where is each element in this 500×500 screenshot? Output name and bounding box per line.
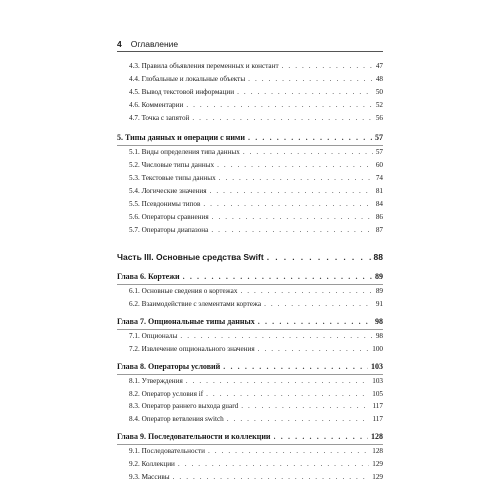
leader-dots: [237, 86, 373, 99]
toc-page: 91: [375, 300, 383, 309]
leader-dots: [274, 431, 368, 444]
toc-entry[interactable]: 8.3. Оператор раннего выхода guard . . . 117: [117, 400, 383, 413]
toc-page: 57: [375, 148, 383, 157]
leader-dots: [211, 224, 372, 237]
toc-entry[interactable]: 5.6. Операторы сравнения . . . 86: [117, 211, 383, 224]
leader-dots: [240, 285, 372, 298]
leader-dots: [183, 271, 372, 284]
toc-entry[interactable]: 9.2. Коллекции . . . 129: [117, 458, 383, 471]
toc-chapter-9[interactable]: Глава 9. Последовательности и коллекции . . . 128: [117, 431, 383, 444]
leader-dots: [219, 172, 373, 185]
toc-page: 57: [375, 133, 383, 143]
toc-page: 129: [372, 472, 383, 481]
leader-dots: [210, 185, 373, 198]
toc-entry[interactable]: 6.1. Основные сведения о кортежах . . . 89: [117, 285, 383, 298]
leader-dots: [282, 60, 373, 73]
running-head-title: Оглавление: [130, 39, 179, 49]
toc-entry[interactable]: 5.3. Текстовые типы данных . . . 74: [117, 172, 383, 185]
toc-entry[interactable]: 4.4. Глобальные и локальные объекты . . . 48: [117, 73, 383, 86]
toc-page: 128: [372, 447, 383, 456]
toc-entry[interactable]: 8.1. Утверждения . . . 103: [117, 375, 383, 388]
leader-dots: [212, 211, 373, 224]
leader-dots: [248, 73, 373, 86]
page-number: 4: [117, 39, 122, 49]
leader-dots: [203, 198, 372, 211]
table-of-contents: [117, 60, 383, 484]
toc-page: 100: [372, 344, 383, 353]
toc-part-3[interactable]: Часть III. Основные средства Swift . . . 88: [117, 251, 383, 264]
toc-entry[interactable]: 8.2. Оператор условия if . . . 105: [117, 388, 383, 401]
leader-dots: [192, 112, 372, 125]
leader-dots: [241, 400, 369, 413]
leader-dots: [178, 458, 369, 471]
toc-page: 56: [375, 113, 383, 122]
toc-page: 89: [375, 287, 383, 296]
leader-dots: [264, 298, 373, 311]
toc-page: 103: [371, 361, 383, 371]
toc-page: 86: [375, 212, 383, 221]
toc-entry[interactable]: 5.4. Логические значения . . . 81: [117, 185, 383, 198]
leader-dots: [267, 251, 371, 264]
toc-page: 117: [372, 415, 383, 424]
toc-entry[interactable]: 5.7. Операторы диапазона . . . 87: [117, 224, 383, 237]
toc-entry[interactable]: 7.2. Извлечение опционального значения . . . 100: [117, 343, 383, 356]
leader-dots: [258, 343, 370, 356]
toc-entry[interactable]: 4.3. Правила объявления переменных и констант . . . 47: [117, 60, 383, 73]
toc-entry[interactable]: 7.1. Опционалы . . . 98: [117, 330, 383, 343]
toc-page: 52: [375, 100, 383, 109]
leader-dots: [180, 330, 372, 343]
toc-entry[interactable]: 5.1. Виды определения типа данных . . . 57: [117, 146, 383, 159]
toc-page: 47: [375, 62, 383, 70]
toc-page: 117: [372, 402, 383, 411]
leader-dots: [223, 361, 368, 374]
leader-dots: [186, 99, 373, 112]
toc-chapter-6[interactable]: Глава 6. Кортежи . . . 89: [117, 271, 383, 284]
leader-dots: [208, 445, 369, 458]
toc-page: 103: [372, 376, 383, 385]
toc-entry[interactable]: 4.5. Вывод текстовой информации . . . 50: [117, 86, 383, 99]
toc-entry[interactable]: 5.2. Числовые типы данных . . . 60: [117, 159, 383, 172]
toc-chapter-8[interactable]: Глава 8. Операторы условий . . . 103: [117, 361, 383, 374]
running-head: [117, 38, 383, 52]
toc-page: 74: [375, 174, 383, 183]
toc-page: 48: [375, 74, 383, 83]
toc-chapter-5[interactable]: 5. Типы данных и операции с ними . . . 57: [117, 132, 383, 145]
toc-page: 89: [375, 272, 383, 282]
leader-dots: [206, 388, 369, 401]
leader-dots: [243, 146, 373, 159]
toc-page: 98: [375, 317, 383, 327]
leader-dots: [227, 413, 370, 426]
toc-entry[interactable]: 4.6. Комментарии . . . 52: [117, 99, 383, 112]
toc-page: 88: [373, 251, 383, 262]
toc-page: 81: [375, 187, 383, 196]
toc-page: 60: [375, 161, 383, 170]
toc-page: 129: [372, 460, 383, 469]
toc-page: 84: [375, 199, 383, 208]
leader-dots: [248, 132, 372, 145]
toc-entry[interactable]: 9.3. Массивы . . . 129: [117, 471, 383, 484]
toc-page: 87: [375, 225, 383, 234]
toc-chapter-7[interactable]: Глава 7. Опциональные типы данных . . . 98: [117, 316, 383, 329]
leader-dots: [173, 471, 370, 484]
toc-entry[interactable]: 8.4. Оператор ветвления switch . . . 117: [117, 413, 383, 426]
toc-page: 50: [375, 87, 383, 96]
toc-entry[interactable]: 9.1. Последовательности . . . 128: [117, 445, 383, 458]
toc-entry[interactable]: 5.5. Псевдонимы типов . . . 84: [117, 198, 383, 211]
leader-dots: [186, 375, 369, 388]
leader-dots: [217, 159, 373, 172]
toc-page: 98: [375, 332, 383, 341]
leader-dots: [258, 316, 372, 329]
toc-entry[interactable]: 4.7. Точка с запятой . . . 56: [117, 112, 383, 125]
toc-entry[interactable]: 6.2. Взаимодействие с элементами кортежа . . . 91: [117, 298, 383, 311]
toc-page: 105: [372, 389, 383, 398]
toc-page: 128: [371, 432, 383, 442]
